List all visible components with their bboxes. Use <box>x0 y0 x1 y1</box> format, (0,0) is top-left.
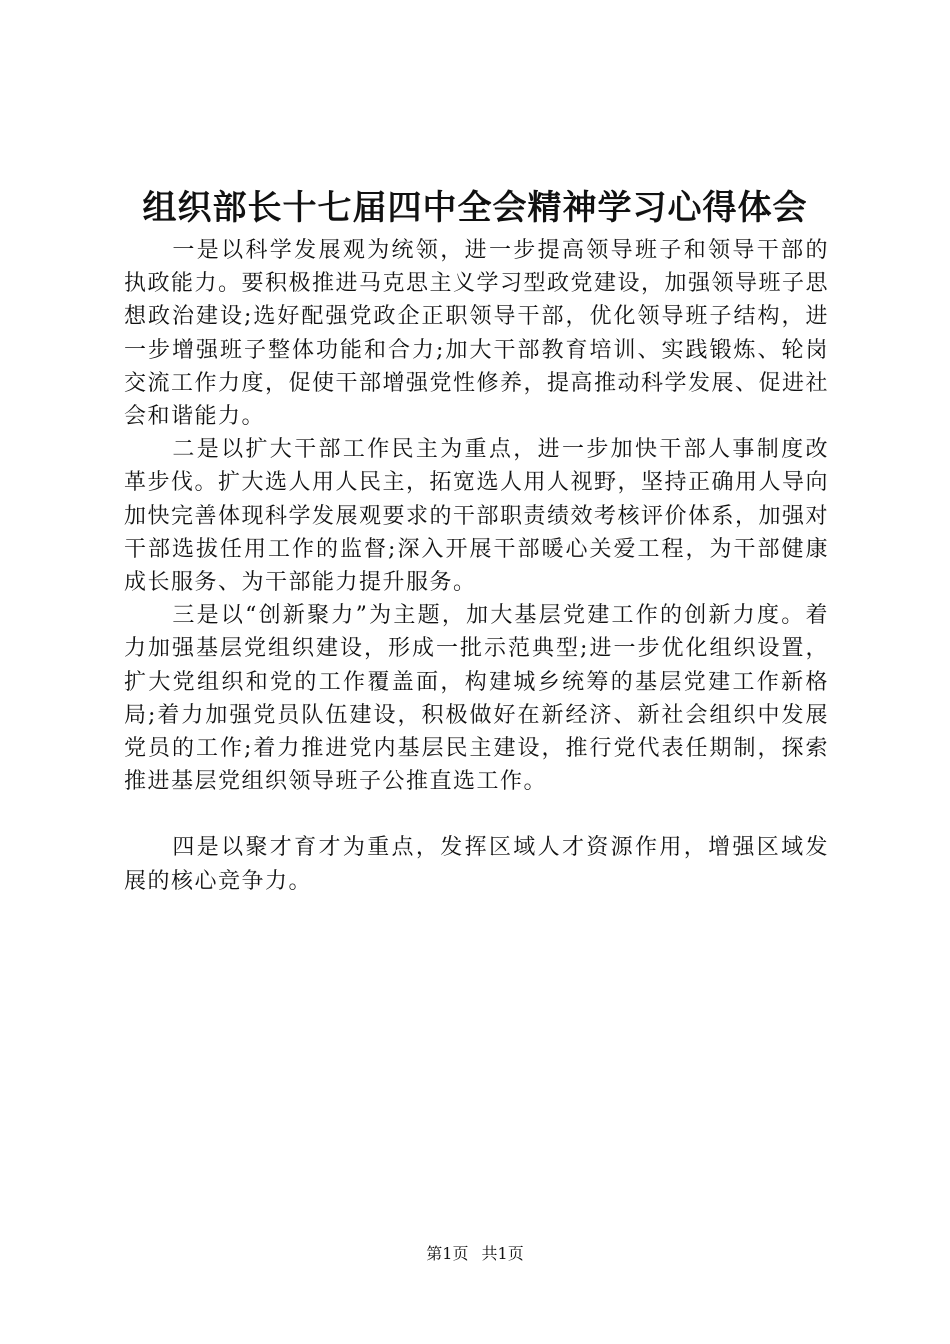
page-total: 共1页 <box>481 1244 524 1263</box>
document-title: 组织部长十七届四中全会精神学习心得体会 <box>142 188 808 228</box>
page-number: 第1页 <box>426 1244 469 1263</box>
paragraph-1: 一是以科学发展观为统领，进一步提高领导班子和领导干部的执政能力。要积极推进马克思主义学习型政党建设，加强领导班子思想政治建设;选好配强党政企正职领导干部，优化领导班子结构，进一步增强班子整体功能和合力;加大干部教育培训、实践锻炼、轮岗交流工作力度，促使干部增强党性修养，提高推动科学发展、促进社会和谐能力。 <box>124 238 830 430</box>
paragraph-4: 四是以聚才育才为重点，发挥区域人才资源作用，增强区域发展的核心竞争力。 <box>124 835 829 894</box>
paragraph-3: 三是以“创新聚力”为主题，加大基层党建工作的创新力度。着力加强基层党组织建设，形成一批示范典型;进一步优化组织设置，扩大党组织和党的工作覆盖面，构建城乡统筹的基层党建工作新格局;着力加强党员队伍建设，积极做好在新经济、新社会组织中发展党员的工作;着力推进党内基层民主建设，推行党代表任期制，探索推进基层党组织领导班子公推直选工作。 <box>124 603 829 795</box>
page-footer <box>0 1242 950 1266</box>
paragraph-2: 二是以扩大干部工作民主为重点，进一步加快干部人事制度改革步伐。扩大选人用人民主，拓宽选人用人视野，坚持正确用人导向加快完善体现科学发展观要求的干部职责绩效考核评价体系，加强对干部选拔任用工作的监督;深入开展干部暖心关爱工程，为干部健康成长服务、为干部能力提升服务。 <box>124 437 830 596</box>
document-body <box>124 234 829 898</box>
